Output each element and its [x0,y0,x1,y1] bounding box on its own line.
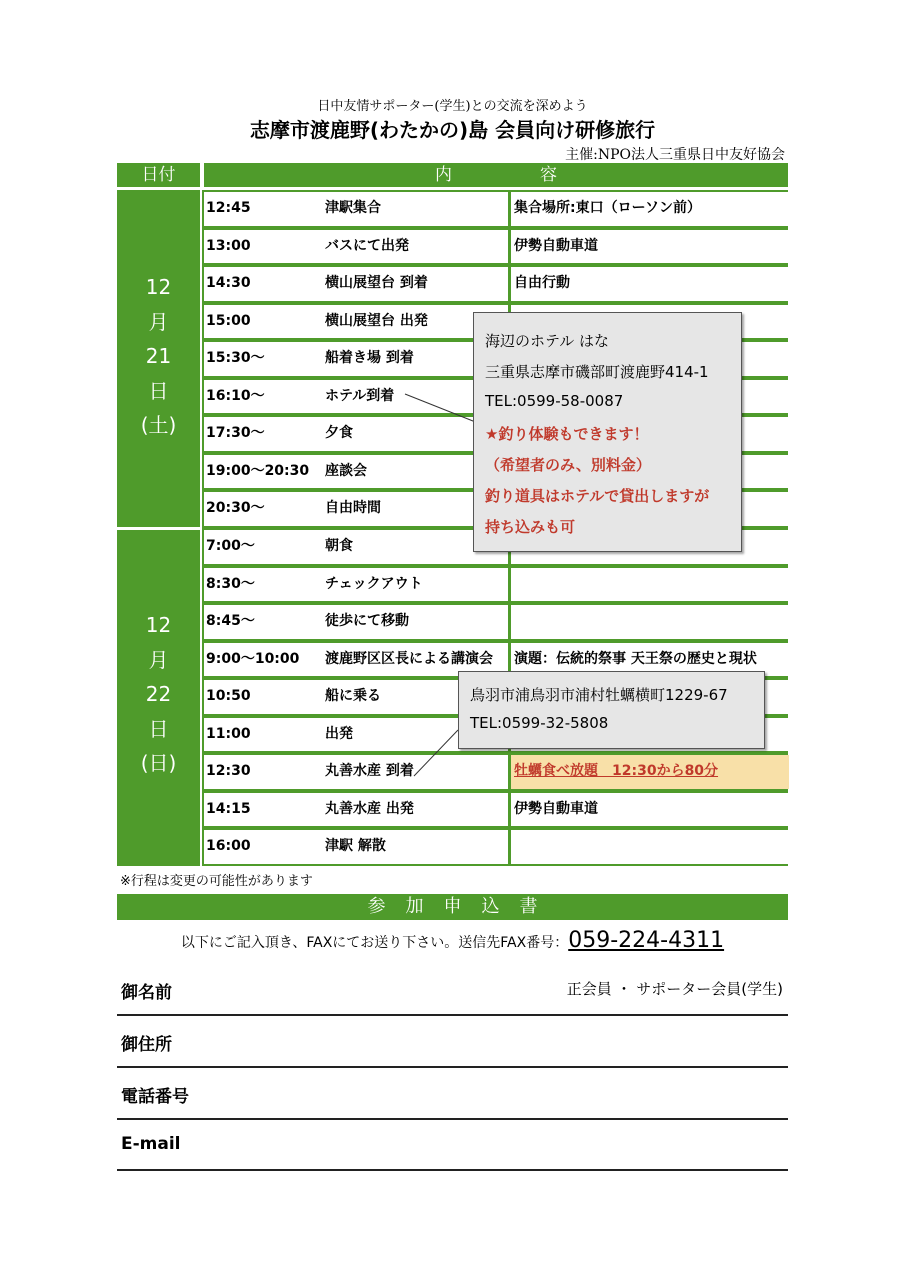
hotel-tel: TEL:0599-58-0087 [485,392,624,410]
schedule-activity: 横山展望台 出発 [325,312,428,329]
hotel-callout-connector [405,394,478,423]
fishing-rental-2: 持ち込みも可 [485,518,576,536]
day-1-weekday: (土) [140,413,177,437]
fishing-promo: ★釣り体験もできます！ [485,425,649,443]
name-field-line[interactable] [117,1014,788,1016]
schedule-activity: 夕食 [325,425,353,441]
schedule-time: 8:45～ [206,613,255,629]
email-field-line[interactable] [117,1169,788,1171]
schedule-activity: チェックアウト [325,575,423,592]
organizer-label: 主催:NPO法人三重県日中友好協会 [565,147,785,163]
fax-instruction [0,928,905,953]
fishing-note: （希望者のみ、別料金） [485,456,651,474]
schedule-time: 7:00～ [206,538,255,554]
schedule-time: 10:50 [206,688,251,704]
schedule-note: 集合場所:東口（ローソン前） [511,192,789,226]
day-2-day: 22 [145,682,172,706]
schedule-time: 20:30～ [206,500,265,516]
marizen-callout-connector [414,730,458,776]
day-1-month: 12 [145,275,172,299]
schedule-activity: 出発 [325,725,353,742]
schedule-time: 14:15 [206,800,251,817]
address-field-line[interactable] [117,1066,788,1068]
schedule-activity: バスにて出発 [325,237,409,254]
schedule-note: 演題：伝統的祭事 天王祭の歴史と現状 [511,643,789,677]
event-title: 志摩市渡鹿野(わたかの)島 会員向け研修旅行 [249,118,656,142]
schedule-time: 9:00～10:00 [206,650,300,667]
schedule-activity: 座談会 [325,462,367,479]
schedule-time: 13:00 [206,237,251,254]
address-field-label: 御住所 [121,1035,172,1055]
schedule-note: 伊勢自動車道 [511,230,789,264]
schedule-time: 19:00～20:30 [206,462,310,479]
day-1-day: 21 [145,344,172,368]
date-column-header: 日付 [117,163,200,187]
schedule-note: 伊勢自動車道 [511,793,789,827]
hotel-name: 海辺のホテル はな [485,332,610,350]
fishing-rental: 釣り道具はホテルで貸出しますが [485,487,710,505]
schedule-activity: ホテル到着 [325,387,395,404]
schedule-activity: 渡鹿野区区長による講演会 [325,650,493,667]
phone-field-label: 電話番号 [121,1087,189,1107]
fax-instruction-text: 以下にご記入頂き、FAXにてお送り下さい。送信先FAX番号： [180,935,569,951]
schedule-time: 16:00 [206,838,251,854]
schedule-footnote: ※行程は変更の可能性があります [120,874,313,889]
schedule-note: 自由行動 [511,267,789,301]
schedule-activity: 船着き場 到着 [325,350,414,366]
day-2-month: 12 [145,613,172,637]
day-1-day-char: 日 [148,378,169,403]
schedule-time: 14:30 [206,275,251,291]
day-2-month-char: 月 [148,647,169,672]
marizen-info-callout [458,671,765,749]
schedule-activity: 船に乗る [325,688,381,704]
schedule-time: 15:30～ [206,350,265,366]
schedule-time: 17:30～ [206,425,265,441]
schedule-activity: 津駅 解散 [325,838,386,854]
schedule-time: 16:10～ [206,387,265,404]
schedule-activity: 朝食 [325,538,353,554]
application-form-header: 参加申込書 [117,894,788,920]
name-field-label: 御名前 [121,983,172,1003]
event-subtitle: 日中友情サポーター(学生)との交流を深めよう [317,99,588,114]
phone-field-line[interactable] [117,1118,788,1120]
hotel-address: 三重県志摩市磯部町渡鹿野414-1 [485,363,709,381]
day-2-weekday: (日) [140,751,177,775]
schedule-time: 8:30～ [206,575,255,592]
hotel-info-callout [473,312,742,552]
schedule-activity: 丸善水産 到着 [325,763,414,779]
schedule-time: 15:00 [206,312,251,329]
schedule-activity: 津駅集合 [325,200,381,216]
schedule-activity: 丸善水産 出発 [325,800,414,817]
schedule-time: 11:00 [206,725,251,742]
schedule-activity: 横山展望台 到着 [325,275,428,291]
content-column-header: 内容 [204,163,788,187]
day-1-month-char: 月 [148,309,169,334]
schedule-time: 12:30 [206,763,251,779]
schedule-activity: 自由時間 [325,500,381,516]
schedule-time: 12:45 [206,200,251,216]
day-2-day-char: 日 [148,716,169,741]
member-type-options[interactable]: 正会員 ・ サポーター会員(学生) [566,980,783,998]
marizen-address: 鳥羽市浦鳥羽市浦村牡蠣横町1229-67 [470,686,728,704]
email-field-label: E-mail [121,1134,181,1154]
oyster-all-you-can-eat-note: 牡蠣食べ放題 12:30から80分 [511,755,789,789]
marizen-tel: TEL:0599-32-5808 [470,714,609,732]
schedule-activity: 徒歩にて移動 [325,613,409,629]
fax-number: 059-224-4311 [568,928,725,953]
